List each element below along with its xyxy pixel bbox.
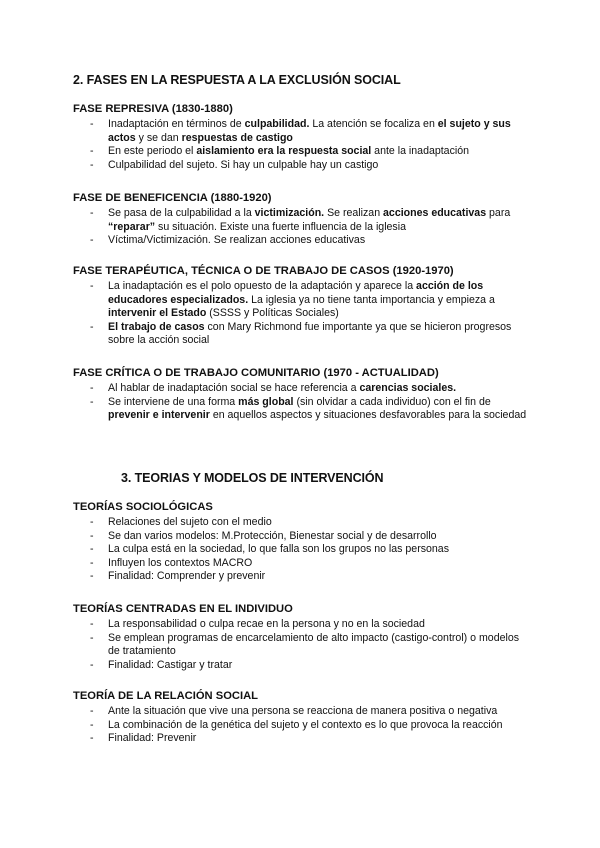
phase-list [73, 382, 533, 423]
theory-individuo [73, 603, 533, 672]
bold-text: más global [238, 395, 294, 408]
phase-represiva [73, 103, 533, 172]
text-run: La atención se focaliza en [309, 118, 438, 130]
bold-text: acción de los educadores especializados. [108, 280, 484, 306]
text-run: Finalidad: Prevenir [108, 732, 197, 745]
bold-text: el sujeto y sus actos [108, 118, 511, 144]
list-item [73, 159, 533, 173]
list-item [73, 557, 533, 571]
phase-critica [73, 367, 533, 423]
bold-text: prevenir e intervenir [108, 409, 210, 422]
list-item [73, 570, 533, 584]
text-run: Al hablar de inadaptación social se hace referencia a [108, 382, 360, 394]
list-item [73, 530, 533, 544]
list-item [73, 618, 533, 632]
section-2-title: 2. FASES EN LA RESPUESTA A LA EXCLUSIÓN SOCIAL [73, 73, 401, 87]
text-run: En este periodo el [108, 145, 197, 158]
theory-list [73, 516, 533, 584]
text-run: Se realizan [324, 207, 384, 219]
phase-heading: FASE DE BENEFICENCIA (1880-1920) [73, 192, 272, 204]
list-item [73, 732, 533, 746]
text-run: Influyen los contextos MACRO [108, 556, 253, 569]
text-run: para [486, 207, 511, 219]
text-run: Finalidad: Comprender y prevenir [108, 570, 266, 583]
bold-text: aislamiento era la respuesta social [196, 145, 372, 158]
bold-text: carencias sociales. [359, 382, 457, 394]
text-run: ante la inadaptación [371, 145, 470, 158]
text-run: su situación. Existe una fuerte influencia de la iglesia [155, 220, 406, 233]
theory-sociologicas [73, 501, 533, 584]
text-run: y se dan [135, 131, 182, 144]
phase-heading: FASE CRÍTICA O DE TRABAJO COMUNITARIO (1970 - ACTUALIDAD) [73, 367, 439, 379]
bold-text: culpabilidad. [244, 118, 310, 130]
bold-text: El trabajo de casos [108, 320, 205, 333]
phase-terapeutica [73, 265, 533, 348]
theory-heading: TEORÍAS CENTRADAS EN EL INDIVIDUO [73, 603, 293, 615]
list-item [73, 118, 533, 145]
text-run: La responsabilidad o culpa recae en la persona y no en la sociedad [108, 618, 425, 630]
text-run: Culpabilidad del sujeto. Si hay un culpable hay un castigo [108, 158, 379, 171]
list-item [73, 280, 533, 321]
phase-list [73, 118, 533, 172]
text-run: Se dan varios modelos: M.Protección, Bienestar social y de desarrollo [108, 529, 437, 542]
text-run: con Mary Richmond fue importante ya que se hicieron progresos sobre la acción social [108, 320, 512, 347]
text-run: Víctima/Victimización. Se realizan acciones educativas [108, 234, 366, 247]
list-item [73, 543, 533, 557]
list-item [73, 145, 533, 159]
list-item [73, 705, 533, 719]
text-run: (SSSS y Políticas Sociales) [206, 307, 339, 320]
phase-heading: FASE TERAPÉUTICA, TÉCNICA O DE TRABAJO DE CASOS (1920-1970) [73, 265, 454, 277]
text-run: (sin olvidar a cada individuo) con el fin de [293, 395, 491, 408]
phase-list [73, 207, 533, 248]
list-item [73, 516, 533, 530]
bold-text: acciones educativas [383, 207, 487, 219]
list-item [73, 321, 533, 348]
text-run: La inadaptación es el polo opuesto de la adaptación y aparece la [108, 280, 417, 292]
list-item [73, 396, 533, 423]
phase-list [73, 280, 533, 348]
text-run: Inadaptación en términos de [108, 118, 245, 130]
phase-heading: FASE REPRESIVA (1830-1880) [73, 103, 233, 115]
text-run: Ante la situación que vive una persona se reacciona de manera positiva o negativa [108, 705, 498, 717]
list-item [73, 632, 533, 659]
phase-beneficencia [73, 192, 533, 248]
theory-heading: TEORÍAS SOCIOLÓGICAS [73, 501, 213, 513]
list-item [73, 207, 533, 234]
text-run: La combinación de la genética del sujeto y el contexto es lo que provoca la reacción [108, 718, 503, 731]
bold-text: victimización. [254, 207, 325, 219]
bold-text: respuestas de castigo [181, 131, 293, 144]
theory-relacion-social [73, 690, 533, 746]
bold-text: intervenir el Estado [108, 307, 207, 320]
text-run: La iglesia ya no tiene tanta importancia y empieza a [248, 293, 495, 306]
text-run: Se emplean programas de encarcelamiento de alto impacto (castigo-control) o modelos de tratamiento [108, 631, 520, 658]
theory-list [73, 618, 533, 672]
list-item [73, 719, 533, 733]
section-3-title: 3. TEORIAS Y MODELOS DE INTERVENCIÓN [121, 471, 384, 485]
bold-text: “reparar” [108, 220, 156, 233]
text-run: Se interviene de una forma [108, 395, 239, 408]
text-run: La culpa está en la sociedad, lo que falla son los grupos no las personas [108, 543, 449, 556]
list-item [73, 234, 533, 248]
text-run: Se pasa de la culpabilidad a la [108, 207, 255, 219]
theory-list [73, 705, 533, 746]
text-run: Finalidad: Castigar y tratar [108, 658, 233, 671]
theory-heading: TEORÍA DE LA RELACIÓN SOCIAL [73, 690, 259, 702]
list-item [73, 659, 533, 673]
text-run: en aquellos aspectos y situaciones desfavorables para la sociedad [209, 409, 527, 422]
text-run: Relaciones del sujeto con el medio [108, 516, 272, 528]
list-item [73, 382, 533, 396]
